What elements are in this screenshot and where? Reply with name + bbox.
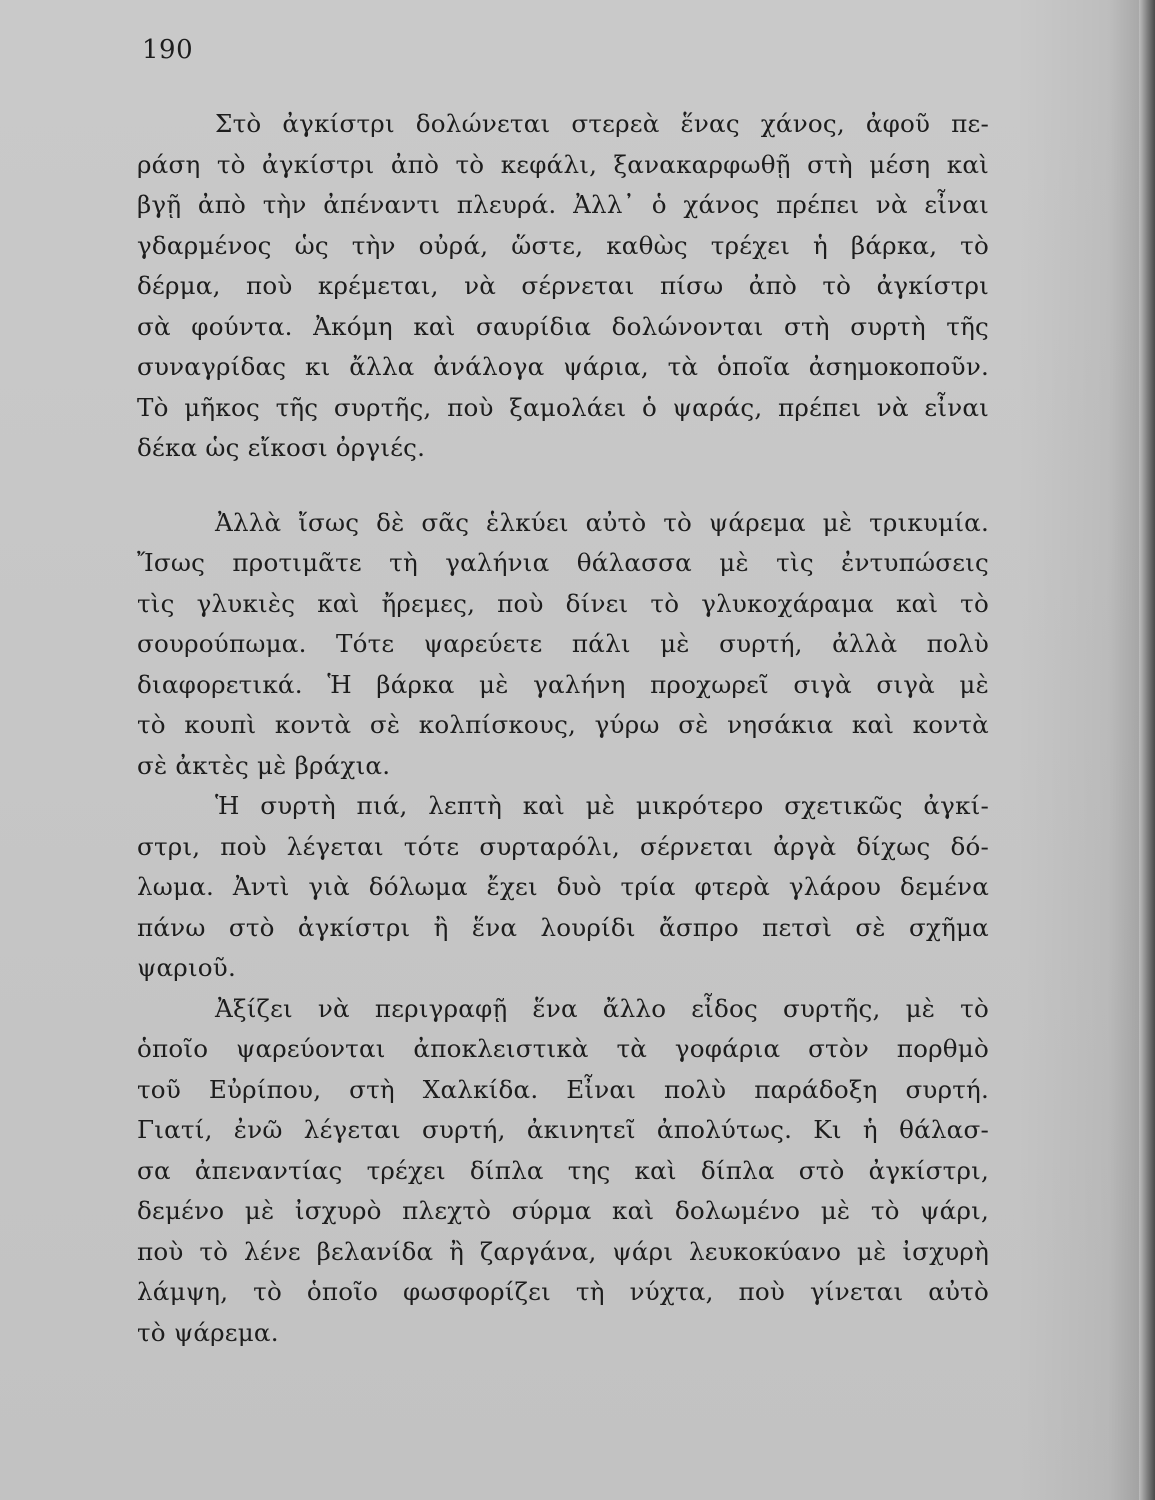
text-line: τὶς γλυκιὲς καὶ ἤρεμες, ποὺ δίνει τὸ γλυκοχάραμα καὶ τὸ — [137, 588, 989, 618]
text-line: δέκα ὡς εἴκοσι ὀργιές. — [137, 433, 426, 462]
text-line: γδαρμένος ὡς τὴν οὐρά, ὥστε, καθὼς τρέχει ἡ βάρκα, τὸ — [137, 230, 989, 260]
paragraph-gap — [137, 469, 989, 503]
text-line: ψαριοῦ. — [137, 953, 236, 982]
paragraph-4 — [137, 989, 989, 1354]
paragraph-1 — [137, 104, 989, 469]
text-line: Ἴσως προτιμᾶτε τὴ γαλήνια θάλασσα μὲ τὶς ἐντυπώσεις — [137, 548, 989, 577]
text-line: ράση τὸ ἀγκίστρι ἀπὸ τὸ κεφάλι, ξανακαρφωθῇ στὴ μέση καὶ — [137, 149, 989, 179]
text-line: συναγρίδας κι ἄλλα ἀνάλογα ψάρια, τὰ ὁποῖα ἀσημοκοποῦν. — [137, 352, 989, 381]
text-line: ποὺ τὸ λένε βελανίδα ἢ ζαργάνα, ψάρι λευκοκύανο μὲ ἰσχυρὴ — [137, 1236, 989, 1266]
text-line: βγῇ ἀπὸ τὴν ἀπέναντι πλευρά. Ἀλλ᾽ ὁ χάνος πρέπει νὰ εἶναι — [137, 190, 989, 219]
text-line: διαφορετικά. Ἡ βάρκα μὲ γαλήνη προχωρεῖ σιγὰ σιγὰ μὲ — [137, 669, 989, 699]
text-line: πάνω στὸ ἀγκίστρι ἢ ἕνα λουρίδι ἄσπρο πετσὶ σὲ σχῆμα — [137, 912, 989, 942]
text-line: σὲ ἀκτὲς μὲ βράχια. — [137, 750, 391, 780]
paragraph-2 — [137, 503, 989, 787]
text-line: Ἀλλὰ ἴσως δὲ σᾶς ἑλκύει αὐτὸ τὸ ψάρεμα μὲ τρικυμία. — [215, 507, 989, 537]
text-line: λάμψη, τὸ ὁποῖο φωσφορίζει τὴ νύχτα, ποὺ γίνεται αὐτὸ — [137, 1277, 989, 1306]
paragraph-3 — [137, 786, 989, 989]
body-text — [137, 104, 989, 1353]
text-line: Ἡ συρτὴ πιά, λεπτὴ καὶ μὲ μικρότερο σχετικῶς ἀγκί- — [215, 791, 989, 820]
page-edge-shadow — [1139, 0, 1155, 1500]
text-line: τὸ κουπὶ κοντὰ σὲ κολπίσκους, γύρω σὲ νησάκια καὶ κοντὰ — [137, 710, 989, 739]
text-line: τὸ ψάρεμα. — [137, 1317, 279, 1347]
text-line: Ἀξίζει νὰ περιγραφῇ ἕνα ἄλλο εἶδος συρτῆς, μὲ τὸ — [215, 993, 989, 1023]
text-line: σουρούπωμα. Τότε ψαρεύετε πάλι μὲ συρτή, ἀλλὰ πολὺ — [137, 629, 989, 658]
text-line: δεμένο μὲ ἰσχυρὸ πλεχτὸ σύρμα καὶ δολωμένο μὲ τὸ ψάρι, — [137, 1196, 989, 1225]
text-line: σὰ φούντα. Ἀκόμη καὶ σαυρίδια δολώνονται στὴ συρτὴ τῆς — [137, 311, 989, 341]
text-line: ὁποῖο ψαρεύονται ἀποκλειστικὰ τὰ γοφάρια στὸν πορθμὸ — [137, 1034, 989, 1063]
text-line: στρι, ποὺ λέγεται τότε συρταρόλι, σέρνεται ἀργὰ δίχως δό- — [137, 831, 989, 861]
text-line: Τὸ μῆκος τῆς συρτῆς, ποὺ ξαμολάει ὁ ψαράς, πρέπει νὰ εἶναι — [137, 392, 989, 422]
text-line: σα ἀπεναντίας τρέχει δίπλα της καὶ δίπλα στὸ ἀγκίστρι, — [137, 1155, 989, 1185]
text-line: τοῦ Εὐρίπου, στὴ Χαλκίδα. Εἶναι πολὺ παράδοξη συρτή. — [137, 1074, 989, 1104]
page-number: 190 — [142, 35, 194, 65]
text-line: λωμα. Ἀντὶ γιὰ δόλωμα ἔχει δυὸ τρία φτερὰ γλάρου δεμένα — [137, 872, 989, 901]
text-line: Στὸ ἀγκίστρι δολώνεται στερεὰ ἕνας χάνος, ἀφοῦ πε- — [215, 109, 989, 138]
text-line: δέρμα, ποὺ κρέμεται, νὰ σέρνεται πίσω ἀπὸ τὸ ἀγκίστρι — [137, 271, 989, 300]
text-line: Γιατί, ἐνῶ λέγεται συρτή, ἀκινητεῖ ἀπολύτως. Κι ἡ θάλασ- — [137, 1115, 989, 1144]
